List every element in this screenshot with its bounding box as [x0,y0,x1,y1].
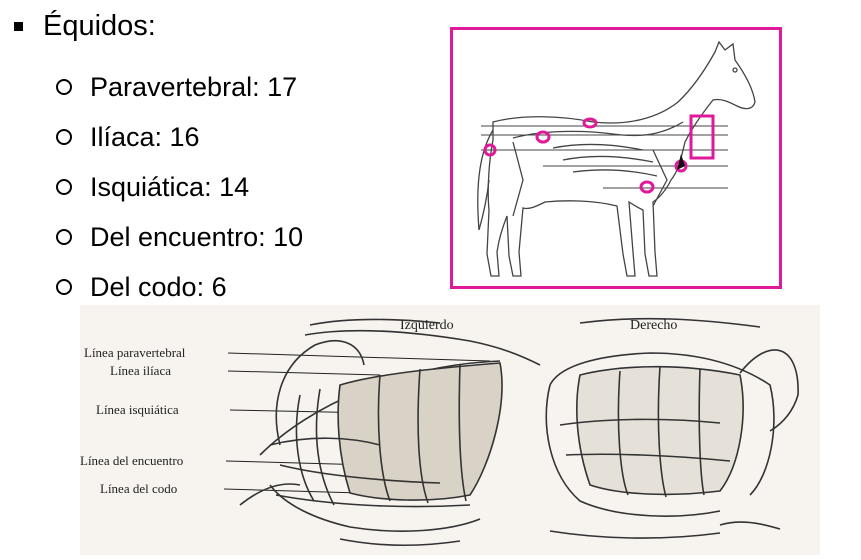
label-encuentro: Línea del encuentro [80,453,184,468]
circle-bullet-icon [56,229,72,245]
list-item-label: Del codo: 6 [90,271,227,302]
heading-text: Équidos: [43,10,156,42]
label-paravertebral: Línea paravertebral [84,345,186,360]
list-item [56,162,303,212]
label-isquiatica: Línea isquiática [96,402,179,417]
list-item-label: Del encuentro: 10 [90,221,304,252]
square-bullet-icon [14,22,23,31]
list-item [56,112,303,162]
list-item [56,212,303,262]
circle-bullet-icon [56,129,72,145]
lung-diagram [80,305,820,555]
right-lung-title: Derecho [630,318,678,333]
circle-bullet-icon [56,179,72,195]
section-heading [14,10,156,43]
horse-drawing [453,30,779,286]
label-codo: Línea del codo [100,481,178,496]
left-lung-title: Izquierdo [400,318,454,333]
list-item-label: Isquiática: 14 [90,171,250,202]
list-item-label: Ilíaca: 16 [90,121,200,152]
label-iliaca: Línea ilíaca [110,363,171,378]
line-count-list [56,62,303,312]
list-item-label: Paravertebral: 17 [90,71,298,102]
horse-illustration [450,27,782,289]
lung-projection-figure [80,305,820,555]
list-item [56,62,303,112]
circle-bullet-icon [56,279,72,295]
circle-bullet-icon [56,79,72,95]
